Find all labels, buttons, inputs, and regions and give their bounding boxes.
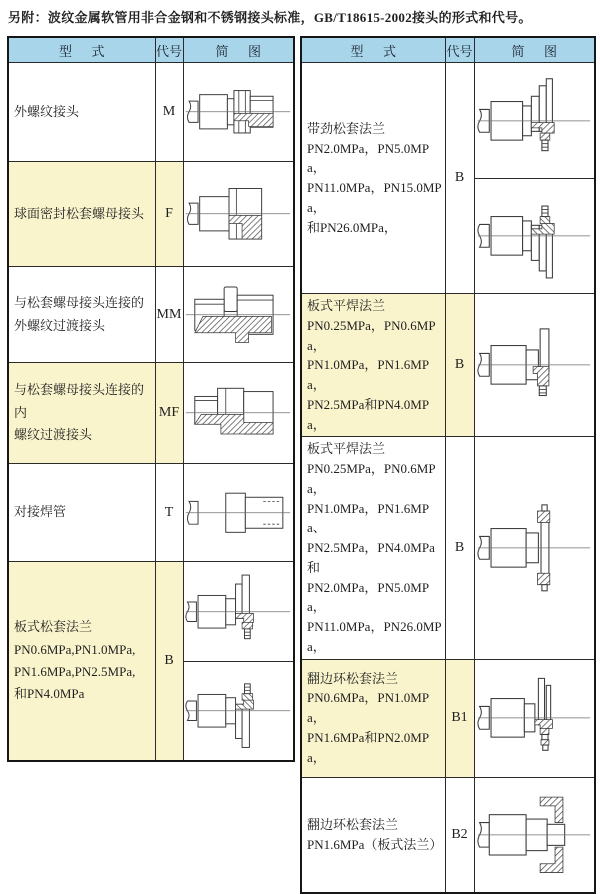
necked-loose-flange-up-diagram — [475, 63, 595, 178]
fitting-type-line: PN0.25MPa，PN0.6MPa， — [307, 317, 436, 353]
fitting-type-cell — [8, 464, 155, 562]
fitting-code-cell: B — [155, 562, 183, 762]
fitting-row — [8, 63, 294, 162]
fitting-type-cell — [301, 659, 445, 777]
fitting-type-line: 板式松套法兰 — [14, 619, 93, 635]
table-body-left — [8, 63, 294, 762]
flat-weld-flange-symmetric-diagram — [475, 489, 595, 606]
fitting-diagram-cell — [183, 464, 294, 562]
fitting-row — [301, 437, 595, 659]
col-header-diagram: 简 图 — [474, 37, 595, 63]
male-threaded-fitting-diagram — [184, 63, 294, 161]
male-thread-transition-nipple-diagram — [184, 267, 294, 362]
fitting-type-line: PN0.25MPa，PN0.6MPa， — [307, 461, 436, 496]
fitting-type-cell — [301, 437, 445, 659]
fitting-type-cell — [8, 267, 155, 363]
fitting-code-cell: M — [155, 63, 183, 162]
fitting-diagram-cell — [474, 294, 595, 437]
fitting-type-line: 翻边环松套法兰 — [307, 670, 399, 686]
fitting-type-line: PN2.0MPa，PN5.0MPa， — [307, 140, 430, 176]
fitting-type-cell — [301, 777, 445, 893]
fitting-type-line: PN1.0MPa，PN1.6MPa、 — [307, 500, 430, 536]
fitting-row — [8, 162, 294, 267]
fitting-type-line: 对接焊管 — [14, 504, 67, 520]
fitting-type-line: PN11.0MPa，PN26.0MPa， — [307, 619, 442, 654]
flanged-ring-plate-flange-diagram — [475, 778, 595, 892]
fitting-diagram-cell — [183, 363, 294, 464]
fitting-code-cell: B1 — [445, 659, 474, 777]
fitting-row — [301, 63, 595, 294]
fitting-diagram-cell — [474, 63, 595, 294]
butt-weld-pipe-diagram — [184, 464, 294, 561]
fitting-type-line: 球面密封松套螺母接头 — [14, 205, 145, 221]
fitting-type-line: 翻边环松套法兰 — [307, 816, 399, 832]
plate-loose-flange-up-diagram — [184, 562, 294, 661]
fittings-tables-container — [7, 36, 600, 894]
spherical-loose-nut-fitting-diagram — [184, 162, 294, 266]
fitting-type-cell — [301, 294, 445, 437]
fitting-type-cell — [8, 562, 155, 762]
fitting-code-cell: F — [155, 162, 183, 267]
fitting-code-cell: B — [445, 437, 474, 659]
fitting-diagram-cell — [183, 267, 294, 363]
fitting-code-cell: MF — [155, 363, 183, 464]
fitting-diagram-cell — [183, 562, 294, 762]
fitting-type-cell — [8, 162, 155, 267]
fitting-diagram-cell — [183, 162, 294, 267]
fitting-type-cell — [301, 63, 445, 294]
table-body-right — [301, 63, 595, 893]
table-header-right — [301, 37, 595, 63]
col-header-code: 代号 — [155, 37, 183, 63]
fitting-type-line: 与松套螺母接头连接的 — [14, 295, 145, 311]
fittings-table-right — [300, 36, 596, 894]
fitting-row — [301, 777, 595, 893]
fitting-type-line: PN0.6MPa,PN1.0MPa, — [14, 641, 136, 657]
fitting-code-cell: B2 — [445, 777, 474, 893]
female-thread-transition-adapter-diagram — [184, 363, 294, 463]
fitting-diagram-cell — [474, 437, 595, 659]
fitting-diagram-cell — [474, 777, 595, 893]
fitting-row — [8, 267, 294, 363]
fitting-type-line: 板式平焊法兰 — [307, 298, 386, 313]
fitting-row — [8, 363, 294, 464]
col-header-code: 代号 — [445, 37, 474, 63]
necked-loose-flange-down-diagram — [475, 178, 595, 293]
fitting-type-line: PN0.6MPa，PN1.0MPa， — [307, 690, 430, 726]
fittings-table-left — [7, 36, 295, 762]
fitting-type-line: 和PN26.0MPa， — [307, 219, 397, 235]
fitting-type-line: PN2.5MPa，PN4.0MPa 和 — [307, 540, 435, 575]
fitting-type-line: PN1.0MPa，PN1.6MPa， — [307, 357, 430, 392]
fitting-diagram-cell — [474, 659, 595, 777]
flanged-ring-loose-flange-diagram — [475, 660, 595, 777]
fitting-type-line: PN1.6MPa和PN2.0MPa， — [307, 729, 430, 765]
fitting-row — [301, 294, 595, 437]
fitting-type-line: 和PN4.0MPa — [14, 686, 85, 702]
fitting-row — [8, 464, 294, 562]
fitting-type-line: PN2.5MPa和PN4.0MPa， — [307, 396, 430, 432]
fitting-code-cell: B — [445, 294, 474, 437]
col-header-type: 型 式 — [301, 37, 445, 63]
fitting-type-cell — [8, 363, 155, 464]
document-title: 另附：波纹金属软管用非合金钢和不锈钢接头标准，GB/T18615-2002接头的形式和代号。 — [8, 10, 532, 25]
flat-weld-flange-diagram — [475, 308, 595, 423]
fitting-type-cell — [8, 63, 155, 162]
header-row — [301, 37, 595, 63]
fitting-type-line: 外螺纹接头 — [14, 103, 80, 119]
fitting-type-line: PN2.0MPa，PN5.0MPa， — [307, 579, 430, 615]
fitting-code-cell: T — [155, 464, 183, 562]
plate-loose-flange-down-diagram — [184, 661, 294, 760]
fitting-type-line: 带劲松套法兰 — [307, 120, 386, 136]
table-header-left — [8, 37, 294, 63]
fitting-type-line: PN1.6MPa（板式法兰） — [307, 836, 443, 852]
fitting-row — [301, 659, 595, 777]
fitting-type-line: PN1.6MPa,PN2.5MPa, — [14, 664, 136, 679]
fitting-code-cell: B — [445, 63, 474, 294]
col-header-diagram: 简 图 — [183, 37, 294, 63]
fitting-type-line: 外螺纹过渡接头 — [14, 317, 106, 333]
fitting-diagram-cell — [183, 63, 294, 162]
fitting-type-line: 板式平焊法兰 — [307, 441, 386, 457]
header-row — [8, 37, 294, 63]
fitting-type-line: 螺纹过渡接头 — [14, 427, 93, 443]
col-header-type: 型 式 — [8, 37, 155, 63]
fitting-type-line: PN11.0MPa，PN15.0MPa， — [307, 180, 442, 215]
fitting-row — [8, 562, 294, 762]
fitting-code-cell: MM — [155, 267, 183, 363]
fitting-type-line: 与松套螺母接头连接的内 — [14, 382, 145, 420]
